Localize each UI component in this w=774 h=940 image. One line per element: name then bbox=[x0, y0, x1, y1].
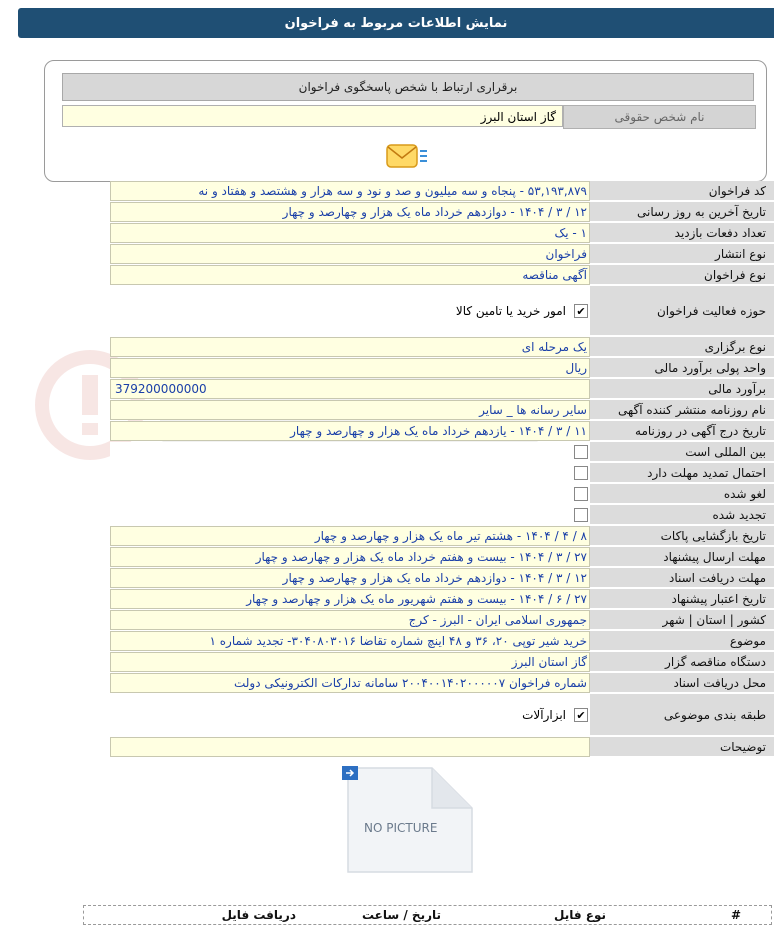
row-last-update bbox=[106, 202, 774, 222]
publish-type-value: فراخوان bbox=[110, 244, 590, 264]
last-update-label: تاریخ آخرین به روز رسانی bbox=[590, 202, 774, 222]
row-subject bbox=[106, 631, 774, 651]
row-submit-deadline bbox=[106, 547, 774, 567]
no-picture-text: NO PICTURE bbox=[364, 821, 438, 835]
currency-value: ریال bbox=[110, 358, 590, 378]
col-index: # bbox=[730, 908, 741, 922]
row-newspaper bbox=[106, 400, 774, 420]
newspaper-date-value: ۱۱ / ۳ / ۱۴۰۴ - یازدهم خرداد ماه یک هزار و چهارصد و چهار bbox=[110, 421, 590, 441]
holding-type-label: نوع برگزاری bbox=[590, 337, 774, 357]
row-international bbox=[106, 442, 774, 462]
doc-deadline-value: ۱۲ / ۳ / ۱۴۰۴ - دوازدهم خرداد ماه یک هزار و چهارصد و چهار bbox=[110, 568, 590, 588]
opening-date-value: ۸ / ۴ / ۱۴۰۴ - هشتم تیر ماه یک هزار و چهارصد و چهار bbox=[110, 526, 590, 546]
row-call-type bbox=[106, 265, 774, 285]
row-description bbox=[106, 737, 774, 757]
last-update-value: ۱۲ / ۳ / ۱۴۰۴ - دوازدهم خرداد ماه یک هزار و چهارصد و چهار bbox=[110, 202, 590, 222]
subject-value: خرید شیر توپی ۲۰، ۳۶ و ۴۸ اینچ شماره تقاضا ۳۰۴۰۸۰۳۰۱۶- تجدید شماره ۱ bbox=[110, 631, 590, 651]
renewed-label: تجدید شده bbox=[590, 505, 774, 525]
location-value: جمهوری اسلامی ایران - البرز - کرج bbox=[110, 610, 590, 630]
activity-area-value bbox=[110, 286, 590, 336]
row-validity bbox=[106, 589, 774, 609]
extension-checkbox[interactable] bbox=[574, 466, 588, 480]
tender-code-label: کد فراخوان bbox=[590, 181, 774, 201]
holding-type-value: یک مرحله ای bbox=[110, 337, 590, 357]
row-opening-date bbox=[106, 526, 774, 546]
opening-date-label: تاریخ بازگشایی پاکات bbox=[590, 526, 774, 546]
category-value bbox=[110, 694, 590, 736]
row-extension bbox=[106, 463, 774, 483]
call-type-label: نوع فراخوان bbox=[590, 265, 774, 285]
international-value bbox=[110, 442, 590, 462]
row-category bbox=[106, 694, 774, 736]
row-cancelled bbox=[106, 484, 774, 504]
international-checkbox[interactable] bbox=[574, 445, 588, 459]
visit-count-value: ۱ - یک bbox=[110, 223, 590, 243]
extension-value bbox=[110, 463, 590, 483]
validity-value: ۲۷ / ۶ / ۱۴۰۴ - بیست و هفتم شهریور ماه یک هزار و چهارصد و چهار bbox=[110, 589, 590, 609]
renewed-checkbox[interactable] bbox=[574, 508, 588, 522]
validity-label: تاریخ اعتبار پیشنهاد bbox=[590, 589, 774, 609]
estimate-value: 379200000000 bbox=[110, 379, 590, 399]
col-file-type: نوع فایل bbox=[554, 908, 606, 922]
row-estimate bbox=[106, 379, 774, 399]
envelope-icon[interactable] bbox=[385, 139, 429, 173]
call-type-value: آگهی مناقصه bbox=[110, 265, 590, 285]
row-organizer bbox=[106, 652, 774, 672]
estimate-label: برآورد مالی bbox=[590, 379, 774, 399]
organizer-label: دستگاه مناقصه گزار bbox=[590, 652, 774, 672]
location-label: کشور | استان | شهر bbox=[590, 610, 774, 630]
activity-area-checkbox[interactable]: ✔ bbox=[574, 304, 588, 318]
extension-label: احتمال تمدید مهلت دارد bbox=[590, 463, 774, 483]
doc-place-label: محل دریافت اسناد bbox=[590, 673, 774, 693]
category-text: ابزارآلات bbox=[522, 708, 566, 722]
organizer-value: گاز استان البرز bbox=[110, 652, 590, 672]
row-publish-type bbox=[106, 244, 774, 264]
currency-label: واحد پولی برآورد مالی bbox=[590, 358, 774, 378]
submit-deadline-label: مهلت ارسال پیشنهاد bbox=[590, 547, 774, 567]
row-newspaper-date bbox=[106, 421, 774, 441]
cancelled-value bbox=[110, 484, 590, 504]
doc-place-value: شماره فراخوان ۲۰۰۴۰۰۱۴۰۲۰۰۰۰۰۷ سامانه تدارکات الکترونیکی دولت bbox=[110, 673, 590, 693]
category-checkbox[interactable]: ✔ bbox=[574, 708, 588, 722]
row-currency bbox=[106, 358, 774, 378]
newspaper-label: نام روزنامه منتشر کننده آگهی bbox=[590, 400, 774, 420]
newspaper-date-label: تاریخ درج آگهی در روزنامه bbox=[590, 421, 774, 441]
contact-responder-button[interactable]: برقراری ارتباط با شخص پاسخگوی فراخوان bbox=[62, 73, 754, 101]
international-label: بین المللی است bbox=[590, 442, 774, 462]
row-holding-type bbox=[106, 337, 774, 357]
row-renewed bbox=[106, 505, 774, 525]
newspaper-value: سایر رسانه ها _ سایر bbox=[110, 400, 590, 420]
tender-code-value: ۵۳,۱۹۳,۸۷۹ - پنجاه و سه میلیون و صد و نود و سه هزار و هشتصد و هفتاد و نه bbox=[110, 181, 590, 201]
row-doc-place bbox=[106, 673, 774, 693]
description-value bbox=[110, 737, 590, 757]
no-picture-image bbox=[340, 766, 480, 876]
col-datetime: تاریخ / ساعت bbox=[361, 908, 441, 922]
cancelled-checkbox[interactable] bbox=[574, 487, 588, 501]
row-doc-deadline bbox=[106, 568, 774, 588]
row-visit-count bbox=[106, 223, 774, 243]
activity-area-label: حوزه فعالیت فراخوان bbox=[590, 286, 774, 336]
visit-count-label: تعداد دفعات بازدید bbox=[590, 223, 774, 243]
publish-type-label: نوع انتشار bbox=[590, 244, 774, 264]
cancelled-label: لغو شده bbox=[590, 484, 774, 504]
row-tender-code bbox=[106, 181, 774, 201]
subject-label: موضوع bbox=[590, 631, 774, 651]
legal-person-label: نام شخص حقوقی bbox=[563, 105, 756, 129]
activity-area-text: امور خرید یا تامین کالا bbox=[455, 304, 566, 318]
doc-deadline-label: مهلت دریافت اسناد bbox=[590, 568, 774, 588]
row-activity-area bbox=[106, 286, 774, 336]
legal-person-value: گاز استان البرز bbox=[62, 105, 563, 127]
page-title-bar bbox=[18, 8, 774, 38]
col-download: دریافت فایل bbox=[221, 908, 296, 922]
submit-deadline-value: ۲۷ / ۳ / ۱۴۰۴ - بیست و هفتم خرداد ماه یک هزار و چهارصد و چهار bbox=[110, 547, 590, 567]
row-location bbox=[106, 610, 774, 630]
files-table-header bbox=[83, 905, 772, 925]
renewed-value bbox=[110, 505, 590, 525]
page-title: نمایش اطلاعات مربوط به فراخوان bbox=[284, 15, 508, 31]
category-label: طبقه بندی موضوعی bbox=[590, 694, 774, 736]
description-label: توضیحات bbox=[590, 737, 774, 757]
contact-panel bbox=[44, 60, 767, 182]
